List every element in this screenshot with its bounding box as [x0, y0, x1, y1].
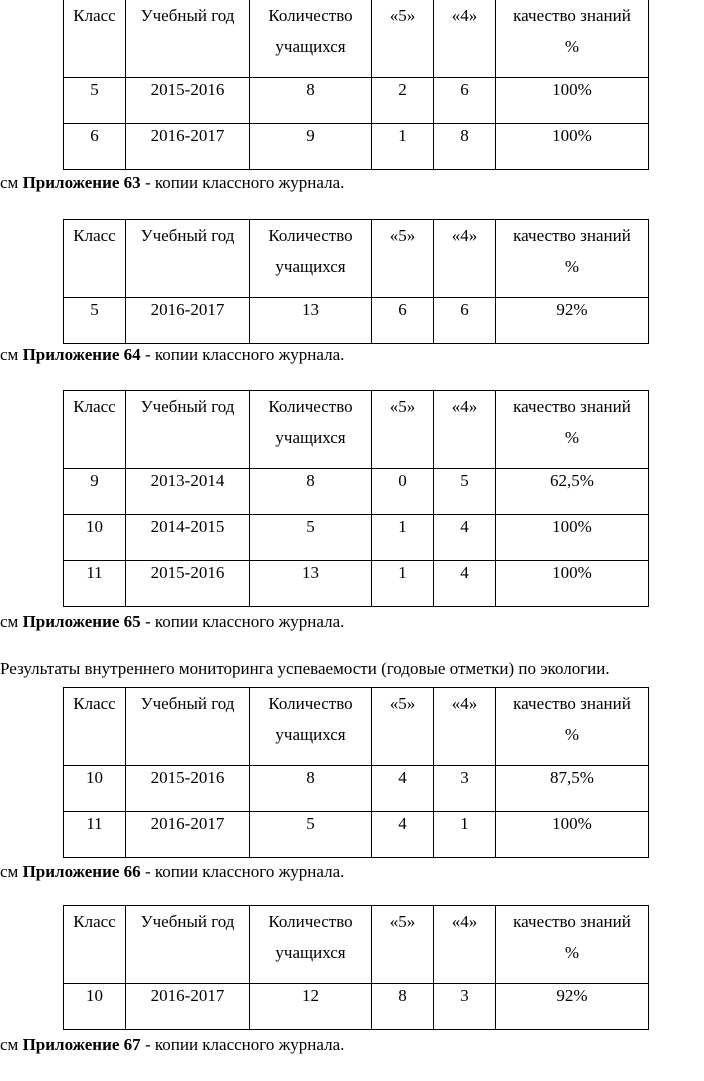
grades-table: [63, 905, 649, 1030]
header-quality: качество знаний %: [496, 220, 649, 298]
header-four: «4»: [434, 391, 496, 469]
header-count: Количество учащихся: [250, 688, 372, 766]
cell-count: 5: [250, 812, 372, 858]
cell-quality: 100%: [496, 561, 649, 607]
table-row: [64, 515, 649, 561]
cell-quality: 100%: [496, 124, 649, 170]
table-row: [64, 124, 649, 170]
cell-five: 2: [372, 78, 434, 124]
cell-quality: 100%: [496, 515, 649, 561]
header-year: Учебный год: [126, 688, 250, 766]
table-header-row: [64, 906, 649, 984]
header-five: «5»: [372, 688, 434, 766]
cell-quality: 92%: [496, 984, 649, 1030]
cell-quality: 100%: [496, 78, 649, 124]
cell-five: 0: [372, 469, 434, 515]
cell-count: 5: [250, 515, 372, 561]
header-count: Количество учащихся: [250, 220, 372, 298]
cell-year: 2015-2016: [126, 766, 250, 812]
header-four: «4»: [434, 0, 496, 78]
cell-quality: 62,5%: [496, 469, 649, 515]
cell-four: 4: [434, 515, 496, 561]
header-class: Класс: [64, 220, 126, 298]
cell-count: 8: [250, 766, 372, 812]
grades-table: [63, 219, 649, 344]
cell-quality: 100%: [496, 812, 649, 858]
cell-count: 13: [250, 298, 372, 344]
cell-four: 3: [434, 766, 496, 812]
header-quality: качество знаний %: [496, 688, 649, 766]
cell-klass: 5: [64, 78, 126, 124]
header-count: Количество учащихся: [250, 0, 372, 78]
cell-four: 3: [434, 984, 496, 1030]
table-row: [64, 469, 649, 515]
cell-klass: 5: [64, 298, 126, 344]
appendix-note: см Приложение 67 - копии классного журнала.: [0, 1035, 345, 1054]
cell-year: 2015-2016: [126, 78, 250, 124]
cell-year: 2013-2014: [126, 469, 250, 515]
table-row: [64, 812, 649, 858]
table-header-row: [64, 391, 649, 469]
header-four: «4»: [434, 220, 496, 298]
cell-klass: 10: [64, 984, 126, 1030]
table-row: [64, 561, 649, 607]
cell-year: 2015-2016: [126, 561, 250, 607]
header-five: «5»: [372, 220, 434, 298]
cell-four: 5: [434, 469, 496, 515]
appendix-note: см Приложение 66 - копии классного журнала.: [0, 862, 345, 881]
header-class: Класс: [64, 0, 126, 78]
header-four: «4»: [434, 688, 496, 766]
header-year: Учебный год: [126, 391, 250, 469]
cell-year: 2016-2017: [126, 984, 250, 1030]
cell-five: 4: [372, 812, 434, 858]
cell-count: 8: [250, 469, 372, 515]
header-five: «5»: [372, 906, 434, 984]
cell-year: 2016-2017: [126, 812, 250, 858]
table-row: [64, 298, 649, 344]
cell-four: 6: [434, 78, 496, 124]
header-four: «4»: [434, 906, 496, 984]
table-header-row: [64, 220, 649, 298]
grades-table: [63, 390, 649, 607]
table-row: [64, 766, 649, 812]
cell-five: 1: [372, 515, 434, 561]
cell-four: 4: [434, 561, 496, 607]
table-header-row: [64, 688, 649, 766]
header-year: Учебный год: [126, 0, 250, 78]
cell-four: 6: [434, 298, 496, 344]
cell-klass: 10: [64, 515, 126, 561]
header-count: Количество учащихся: [250, 391, 372, 469]
cell-klass: 11: [64, 561, 126, 607]
header-class: Класс: [64, 391, 126, 469]
table-header-row: [64, 0, 649, 78]
header-year: Учебный год: [126, 906, 250, 984]
cell-five: 6: [372, 298, 434, 344]
cell-count: 8: [250, 78, 372, 124]
cell-five: 1: [372, 124, 434, 170]
cell-four: 8: [434, 124, 496, 170]
grades-table: [63, 687, 649, 858]
header-quality: качество знаний %: [496, 906, 649, 984]
appendix-note: см Приложение 65 - копии классного журнала.: [0, 612, 345, 631]
cell-klass: 10: [64, 766, 126, 812]
cell-five: 1: [372, 561, 434, 607]
cell-quality: 87,5%: [496, 766, 649, 812]
header-quality: качество знаний %: [496, 391, 649, 469]
header-count: Количество учащихся: [250, 906, 372, 984]
header-five: «5»: [372, 391, 434, 469]
header-quality: качество знаний %: [496, 0, 649, 78]
header-class: Класс: [64, 688, 126, 766]
cell-five: 4: [372, 766, 434, 812]
cell-klass: 11: [64, 812, 126, 858]
appendix-note: см Приложение 64 - копии классного журнала.: [0, 345, 345, 364]
cell-quality: 92%: [496, 298, 649, 344]
section-heading: Результаты внутреннего мониторинга успеваемости (годовые отметки) по экологии.: [0, 659, 610, 678]
cell-count: 13: [250, 561, 372, 607]
header-year: Учебный год: [126, 220, 250, 298]
header-five: «5»: [372, 0, 434, 78]
cell-year: 2016-2017: [126, 298, 250, 344]
appendix-note: см Приложение 63 - копии классного журнала.: [0, 173, 345, 192]
grades-table: [63, 0, 649, 170]
cell-klass: 6: [64, 124, 126, 170]
cell-count: 9: [250, 124, 372, 170]
cell-klass: 9: [64, 469, 126, 515]
table-row: [64, 78, 649, 124]
cell-year: 2016-2017: [126, 124, 250, 170]
cell-count: 12: [250, 984, 372, 1030]
header-class: Класс: [64, 906, 126, 984]
cell-five: 8: [372, 984, 434, 1030]
table-row: [64, 984, 649, 1030]
cell-four: 1: [434, 812, 496, 858]
cell-year: 2014-2015: [126, 515, 250, 561]
